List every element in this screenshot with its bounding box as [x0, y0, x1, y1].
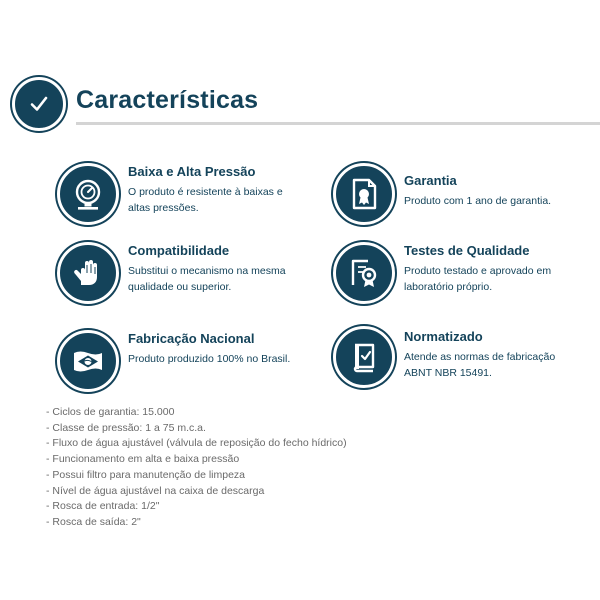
feature-title: Compatibilidade: [128, 243, 230, 258]
spec-item: - Fluxo de água ajustável (válvula de reposição do fecho hídrico): [46, 436, 347, 452]
standards-book-icon: [333, 326, 395, 388]
title-divider: [76, 122, 600, 125]
section-header: [12, 77, 600, 131]
quality-seal-icon: [333, 242, 395, 304]
spec-item: - Rosca de entrada: 1/2": [46, 499, 347, 515]
feature-description: Substitui o mecanismo na mesma qualidade ou superior.: [128, 265, 286, 293]
feature-description: O produto é resistente à baixas e altas pressões.: [128, 186, 283, 214]
brazil-flag-icon: [57, 330, 119, 392]
feature-description: Produto com 1 ano de garantia.: [404, 195, 552, 207]
feature-warranty: [333, 163, 573, 227]
feature-description: Produto testado e aprovado em laboratório próprio.: [404, 265, 552, 293]
hand-icon: [57, 242, 119, 304]
spec-item: - Funcionamento em alta e baixa pressão: [46, 452, 347, 468]
feature-title: Normatizado: [404, 329, 483, 344]
feature-description: Atende as normas de fabricação ABNT NBR 15491.: [404, 351, 556, 379]
feature-compatibility: [57, 242, 297, 306]
warranty-certificate-icon: [333, 163, 395, 225]
feature-title: Testes de Qualidade: [404, 243, 530, 258]
feature-title: Baixa e Alta Pressão: [128, 164, 256, 179]
spec-item: - Classe de pressão: 1 a 75 m.c.a.: [46, 421, 347, 437]
spec-item: - Rosca de saída: 2": [46, 515, 347, 531]
spec-item: - Nível de água ajustável na caixa de descarga: [46, 484, 347, 500]
specs-list: [46, 405, 347, 531]
spec-item: - Possui filtro para manutenção de limpeza: [46, 468, 347, 484]
page-title: Características: [76, 86, 259, 114]
feature-national-manufacturing: [57, 330, 297, 394]
feature-description: Produto produzido 100% no Brasil.: [128, 353, 291, 365]
feature-pressure: [57, 163, 297, 227]
feature-quality-tests: [333, 242, 573, 306]
checkmark-icon: [12, 77, 66, 131]
feature-title: Garantia: [404, 173, 457, 188]
feature-standardized: [333, 326, 573, 390]
spec-item: - Ciclos de garantia: 15.000: [46, 405, 347, 421]
pressure-gauge-icon: [57, 163, 119, 225]
feature-title: Fabricação Nacional: [128, 331, 255, 346]
